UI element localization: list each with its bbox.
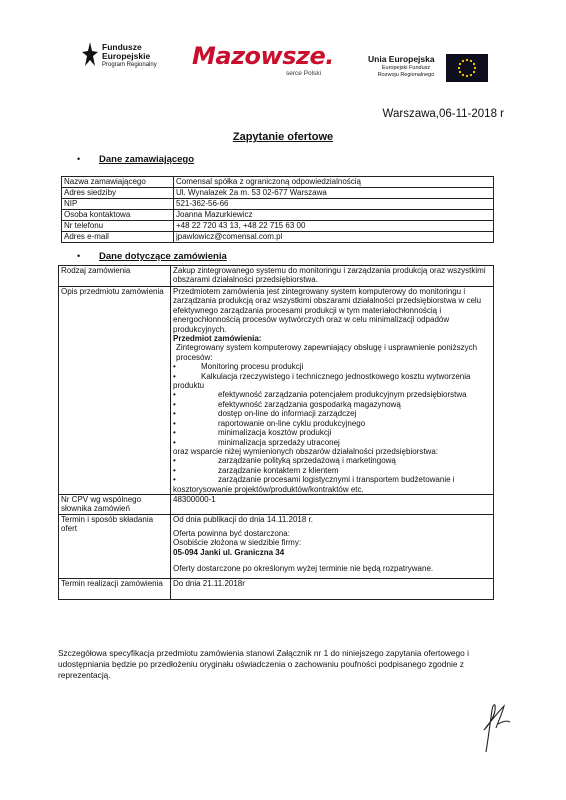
unia-europejska-logo — [368, 54, 488, 88]
mazowsze-tagline: serce Polski — [286, 70, 322, 77]
fe-logo-line1: Fundusze — [102, 42, 142, 52]
order-details-table — [58, 265, 494, 600]
list-item: • zarządzanie procesami logistycznymi i transportem budżetowanie i kosztorysowanie projektów/produktów/kontraktów etc. — [173, 475, 455, 494]
table-row — [62, 188, 494, 199]
list-item-text: minimalizacja sprzedaży utraconej — [218, 437, 340, 447]
deadline-line5: Oferty dostarczone po określonym wyżej terminie nie będą rozpatrywane. — [173, 563, 434, 573]
ue-logo-sub — [374, 65, 438, 78]
list-item: • Kalkulacja rzeczywistego i technicznego jednostkowego kosztu wytworzenia produktu — [173, 371, 471, 391]
row-label: Adres siedziby — [62, 188, 174, 199]
mazowsze-logo — [192, 42, 347, 82]
areas-list — [173, 456, 491, 494]
row-value: 48300000-1 — [171, 494, 494, 514]
row-label: Nr CPV wg wspólnego słownika zamówień — [59, 494, 171, 514]
list-item-text: minimalizacja kosztów produkcji — [218, 428, 332, 438]
row-label: Osoba kontaktowa — [62, 210, 174, 221]
signature-icon — [470, 700, 514, 754]
description-lead2: oraz wsparcie niżej wymienionych obszarów działalności przedsiębiorstwa: — [173, 446, 439, 456]
fe-star-icon — [82, 42, 98, 68]
list-item: • zarządzanie polityką sprzedażową i marketingową — [173, 456, 396, 466]
row-value: +48 22 720 43 13, +48 22 715 63 00 — [174, 221, 494, 232]
table-row — [59, 514, 494, 578]
list-item: • dostęp on-line do informacji zarządczej — [173, 409, 357, 419]
list-item: • efektywność zarządzania potencjałem produkcyjnym przedsiębiorstwa — [173, 390, 467, 400]
fe-logo-line2: Europejskie — [102, 51, 151, 61]
mazowsze-wordmark: Mazowsze. — [192, 42, 334, 70]
fundusze-europejskie-logo — [82, 38, 182, 80]
list-item-text: Monitoring procesu produkcji — [201, 362, 304, 372]
section2-heading: Dane dotyczące zamówienia — [99, 251, 227, 262]
table-row — [59, 287, 494, 495]
list-item: • minimalizacja kosztów produkcji — [173, 428, 332, 438]
row-label: Termin i sposób składania ofert — [59, 514, 171, 578]
footer-note: Szczegółowa specyfikacja przedmiotu zamówienia stanowi Załącznik nr 1 do niniejszego zapytania ofertowego i udostępniania będzie po przedłożeniu oryginału oświadczenia o zachowaniu poufności podpisanego zgodnie z reprezentacją. — [58, 648, 469, 680]
table-row — [59, 578, 494, 599]
ue-logo-line2: Europejski Fundusz — [381, 65, 431, 71]
row-value: 521-362-56-66 — [174, 199, 494, 210]
list-item: • zarządzanie kontaktem z klientem — [173, 465, 339, 475]
row-value: Comensal spółka z ograniczoną odpowiedzialnością — [174, 177, 494, 188]
table-row — [62, 199, 494, 210]
row-value: Ul. Wynalazek 2a m. 53 02-677 Warszawa — [174, 188, 494, 199]
deadline-cell — [171, 514, 494, 578]
row-label: Nazwa zamawiającego — [62, 177, 174, 188]
list-item-text: zarządzanie procesami logistycznymi i transportem budżetowanie i kosztorysowanie projektów/produktów/kontraktów etc. — [173, 475, 455, 494]
list-item-text: zarządzanie kontaktem z klientem — [218, 465, 339, 475]
row-label: NIP — [62, 199, 174, 210]
table-row — [59, 266, 494, 287]
description-lead: Zintegrowany system komputerowy zapewniający obsługę i usprawnienie poniższych procesów: — [176, 343, 478, 362]
document-title: Zapytanie ofertowe — [232, 131, 334, 143]
ue-logo-line1: Unia Europejska — [368, 54, 435, 64]
list-item-text: raportowanie on-line cyklu produkcyjnego — [218, 418, 366, 428]
description-intro: Przedmiotem zamówienia jest zintegrowany system komputerowy do monitoringu i zarządzania produkcją oraz wszystkimi obszarami działalności przedsiębiorstwa w celu efektywnego zarządzania procesami produkcji w tym materiałochłonnością i energochłonnością procesów wytwórczych oraz w celu minimalizacji odpadów produkcyjnych. — [173, 287, 482, 334]
list-item: • minimalizacja sprzedaży utraconej — [173, 437, 340, 447]
row-label: Termin realizacji zamówienia — [59, 578, 171, 599]
row-label: Nr telefonu — [62, 221, 174, 232]
deadline-line3: Osobiście złożona w siedzibie firmy: — [173, 538, 302, 548]
description-cell — [171, 287, 494, 495]
list-item-text: dostęp on-line do informacji zarządczej — [218, 409, 357, 419]
eu-flag-icon — [446, 54, 488, 82]
row-value: Do dnia 21.11.2018r — [171, 578, 494, 599]
ue-logo-line3: Rozwoju Regionalnego — [377, 71, 435, 78]
list-item: • Monitoring procesu produkcji — [173, 362, 304, 372]
list-item-text: Kalkulacja rzeczywistego i technicznego jednostkowego kosztu wytworzenia produktu — [173, 371, 471, 391]
row-value: Joanna Mazurkiewicz — [174, 210, 494, 221]
deadline-address: 05-094 Janki ul. Graniczna 34 — [173, 547, 285, 557]
row-value: Zakup zintegrowanego systemu do monitoringu i zarządzania produkcją oraz wszystkimi obszarami działalności przedsiębiorstwa. — [171, 266, 494, 287]
row-value: jpawlowicz@comensal.com.pl — [174, 232, 494, 243]
list-item: • raportowanie on-line cyklu produkcyjnego — [173, 418, 366, 428]
row-label: Adres e-mail — [62, 232, 174, 243]
row-label: Rodzaj zamówienia — [59, 266, 171, 287]
table-row — [62, 177, 494, 188]
process-list — [173, 362, 491, 447]
list-item-text: efektywność zarządzania gospodarką magazynową — [218, 399, 401, 409]
description-subheading: Przedmiot zamówienia: — [173, 334, 262, 344]
table-row — [62, 232, 494, 243]
list-item-text: efektywność zarządzania potencjałem produkcyjnym przedsiębiorstwa — [218, 390, 467, 400]
place-date: Warszawa,06-11-2018 r — [382, 108, 504, 120]
ordering-party-table — [61, 176, 494, 243]
table-row — [62, 221, 494, 232]
row-label: Opis przedmiotu zamówienia — [59, 287, 171, 495]
section1-heading: Dane zamawiającego — [99, 154, 195, 165]
fe-logo-line3: Program Regionalny — [102, 62, 157, 68]
list-item-text: zarządzanie polityką sprzedażową i marketingową — [218, 456, 396, 466]
bullet-icon: • — [77, 154, 81, 164]
deadline-line1: Od dnia publikacji do dnia 14.11.2018 r. — [173, 514, 313, 524]
table-row — [59, 494, 494, 514]
list-item: • efektywność zarządzania gospodarką magazynową — [173, 399, 401, 409]
deadline-line2: Oferta powinna być dostarczona: — [173, 528, 290, 538]
table-row — [62, 210, 494, 221]
bullet-icon: • — [77, 251, 81, 261]
